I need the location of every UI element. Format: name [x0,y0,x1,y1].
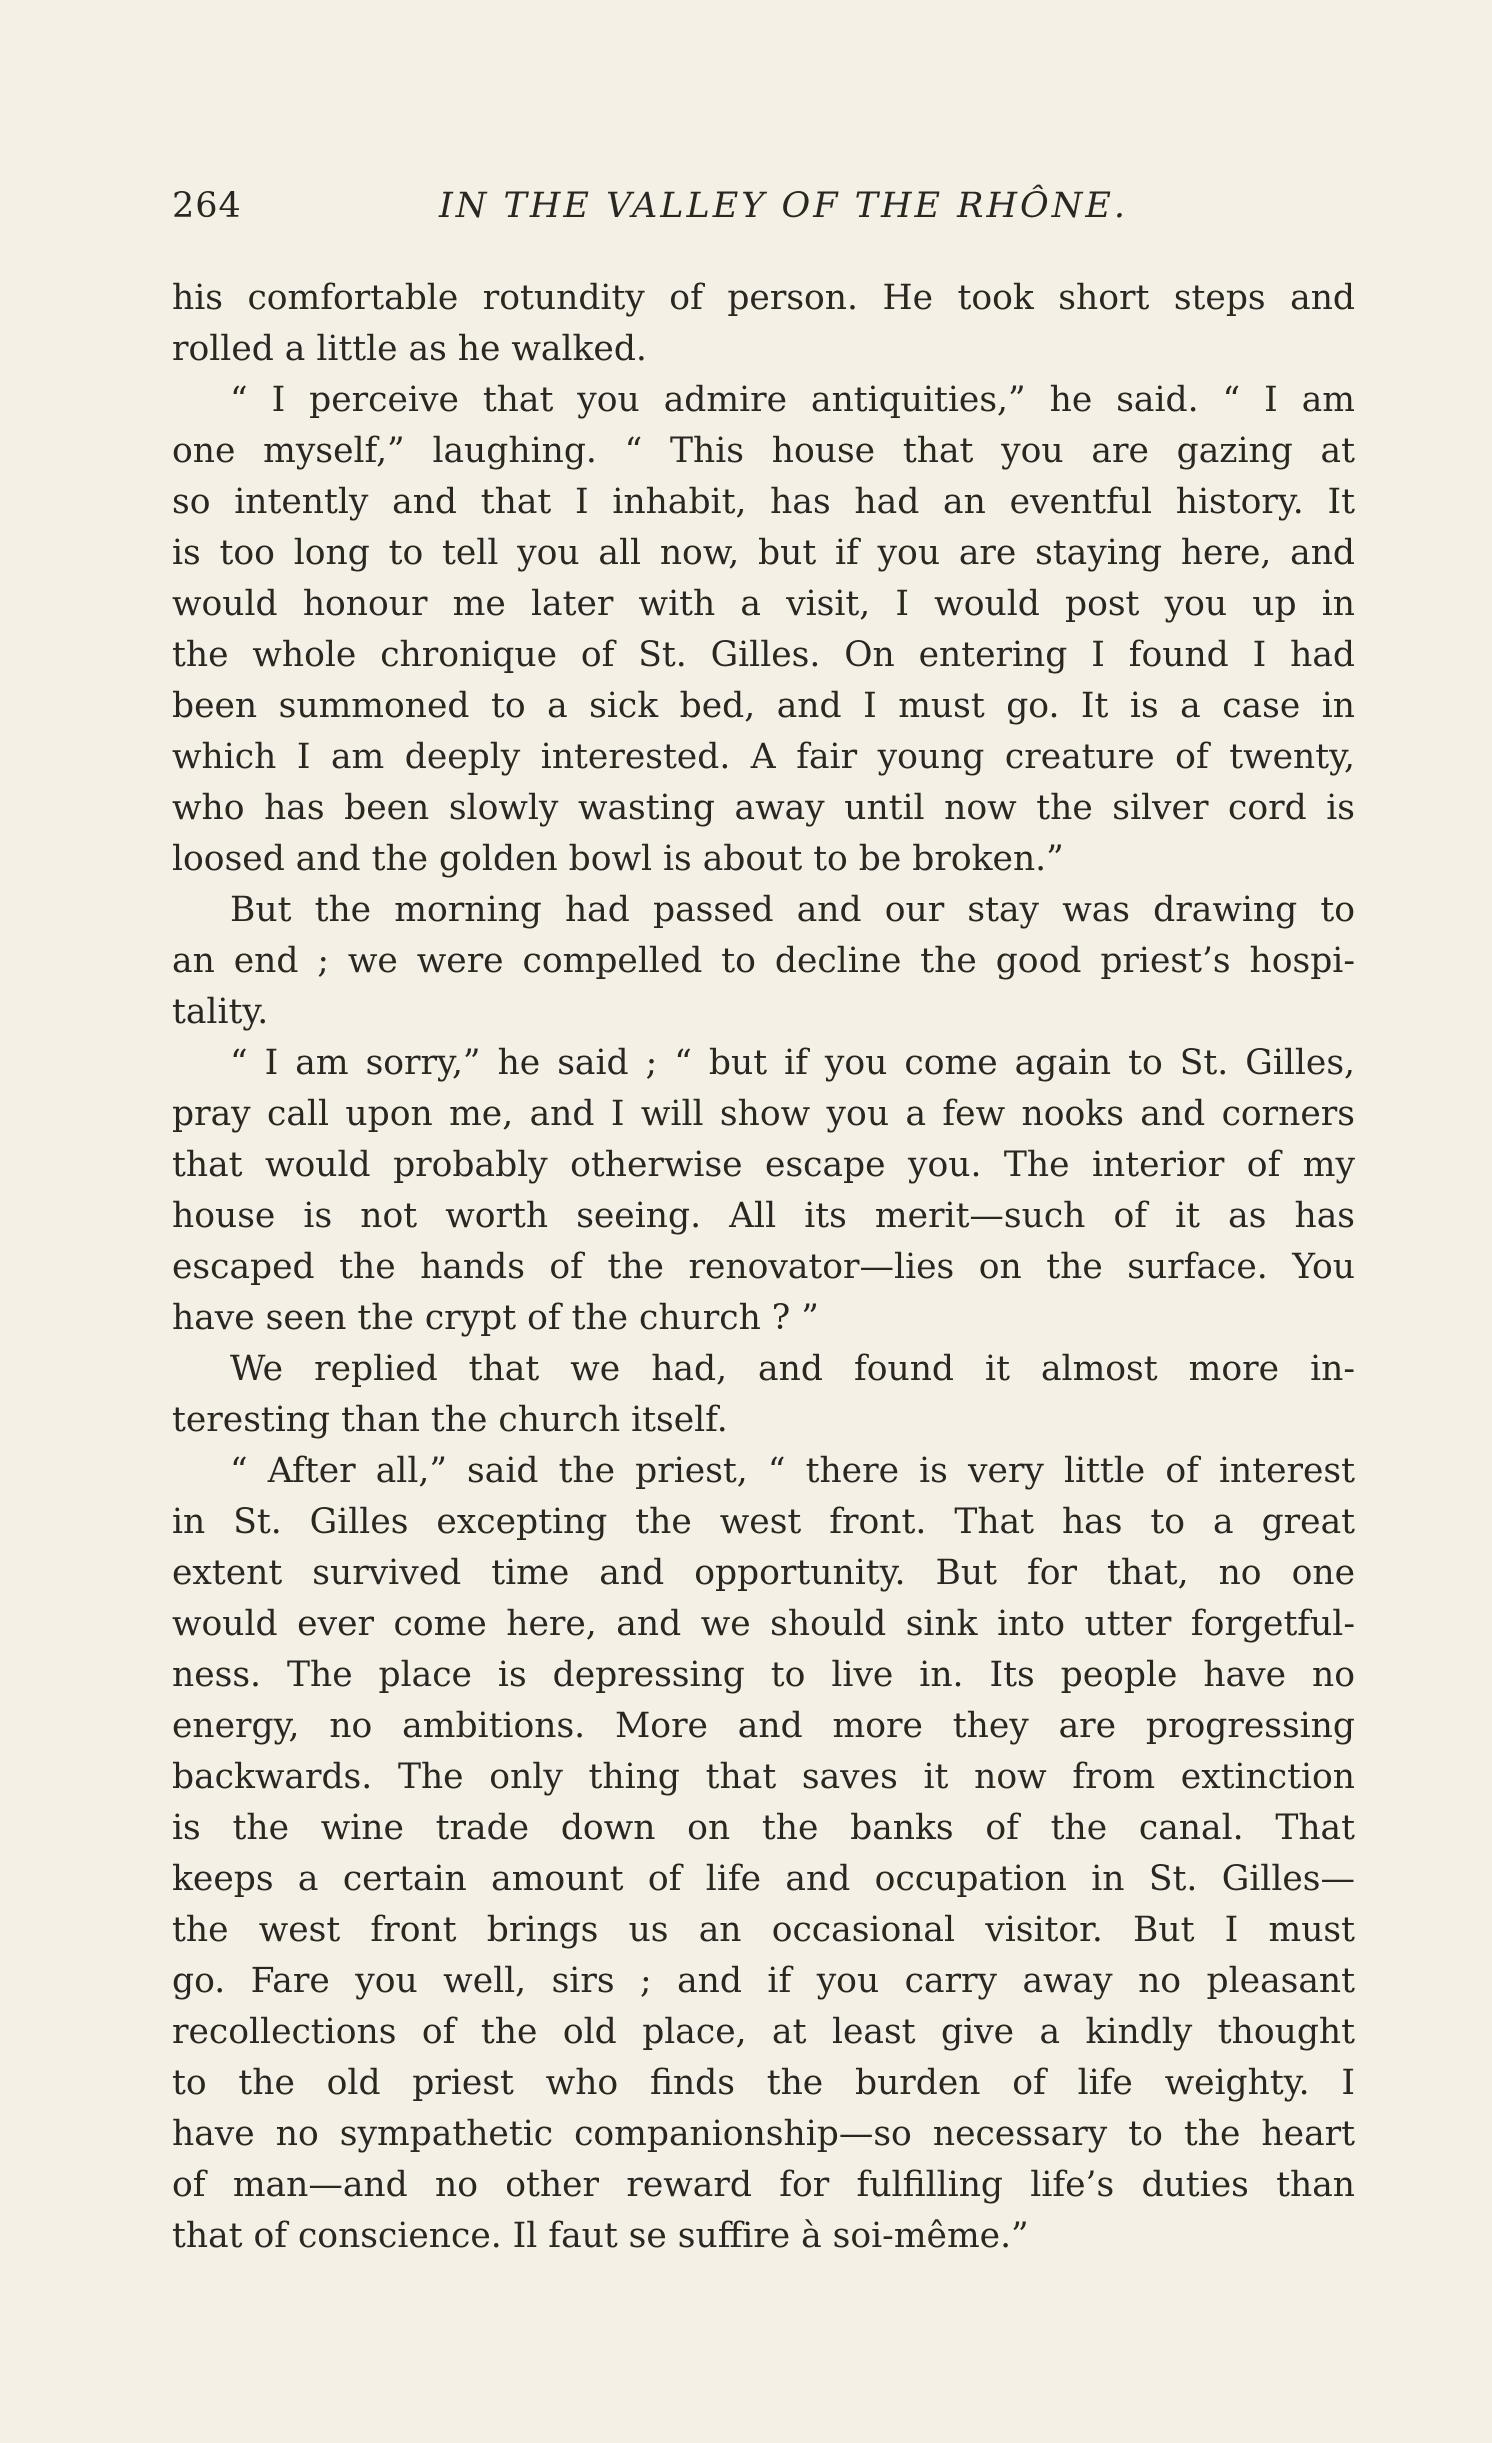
text-line: tality. [172,992,269,1032]
text-line: of man—and no other reward for fulfilling life’s duties than [172,2165,1355,2205]
text-line: backwards. The only thing that saves it now from extinction [172,1757,1355,1797]
text-line: the whole chronique of St. Gilles. On entering I found I had [172,635,1355,675]
text-line: that of conscience. Il faut se suffire à soi-même.” [172,2216,1029,2256]
text-line: “ I am sorry,” he said ; “ but if you come again to St. Gilles, [230,1043,1355,1083]
text-line: that would probably otherwise escape you. The interior of my [172,1145,1355,1185]
text-line: ness. The place is depressing to live in. Its people have no [172,1655,1355,1695]
text-line: pray call upon me, and I will show you a few nooks and corners [172,1094,1355,1134]
text-line: have no sympathetic companionship—so necessary to the heart [172,2114,1355,2154]
text-line: to the old priest who finds the burden of life weighty. I [172,2063,1355,2103]
running-title: IN THE VALLEY OF THE RHÔNE. [438,186,1129,226]
body-text [172,273,1355,2262]
text-line: teresting than the church itself. [172,1400,728,1440]
text-line: energy, no ambitions. More and more they are progressing [172,1706,1355,1746]
text-line: extent survived time and opportunity. But for that, no one [172,1553,1355,1593]
text-line: is the wine trade down on the banks of the canal. That [172,1808,1355,1848]
text-line: would ever come here, and we should sink into utter forgetful- [172,1604,1355,1644]
text-line: loosed and the golden bowl is about to be broken.” [172,839,1064,879]
text-line: have seen the crypt of the church ? ” [172,1298,819,1338]
text-line: house is not worth seeing. All its merit—such of it as has [172,1196,1355,1236]
text-line: who has been slowly wasting away until now the silver cord is [172,788,1355,828]
text-line: so intently and that I inhabit, has had an eventful history. It [172,482,1355,522]
text-line: an end ; we were compelled to decline the good priest’s hospi- [172,941,1355,981]
text-line: “ After all,” said the priest, “ there is very little of interest [230,1451,1355,1491]
text-line: which I am deeply interested. A fair young creature of twenty, [172,737,1355,777]
text-line: been summoned to a sick bed, and I must go. It is a case in [172,686,1355,726]
text-line: the west front brings us an occasional visitor. But I must [172,1910,1355,1950]
running-head [172,186,1355,236]
text-line: one myself,” laughing. “ This house that you are gazing at [172,431,1355,471]
text-line: is too long to tell you all now, but if you are staying here, and [172,533,1355,573]
text-line: But the morning had passed and our stay was drawing to [230,890,1355,930]
text-line: his comfortable rotundity of person. He took short steps and [172,278,1355,318]
text-line: keeps a certain amount of life and occupation in St. Gilles— [172,1859,1355,1899]
text-line: recollections of the old place, at least give a kindly thought [172,2012,1355,2052]
text-line: “ I perceive that you admire antiquities,” he said. “ I am [230,380,1355,420]
page-number: 264 [172,186,242,226]
text-line: We replied that we had, and found it almost more in- [230,1349,1355,1389]
text-line: would honour me later with a visit, I would post you up in [172,584,1355,624]
text-line: go. Fare you well, sirs ; and if you carry away no pleasant [172,1961,1355,2001]
text-line: escaped the hands of the renovator—lies on the surface. You [172,1247,1355,1287]
text-line: in St. Gilles excepting the west front. That has to a great [172,1502,1355,1542]
text-line: rolled a little as he walked. [172,329,647,369]
